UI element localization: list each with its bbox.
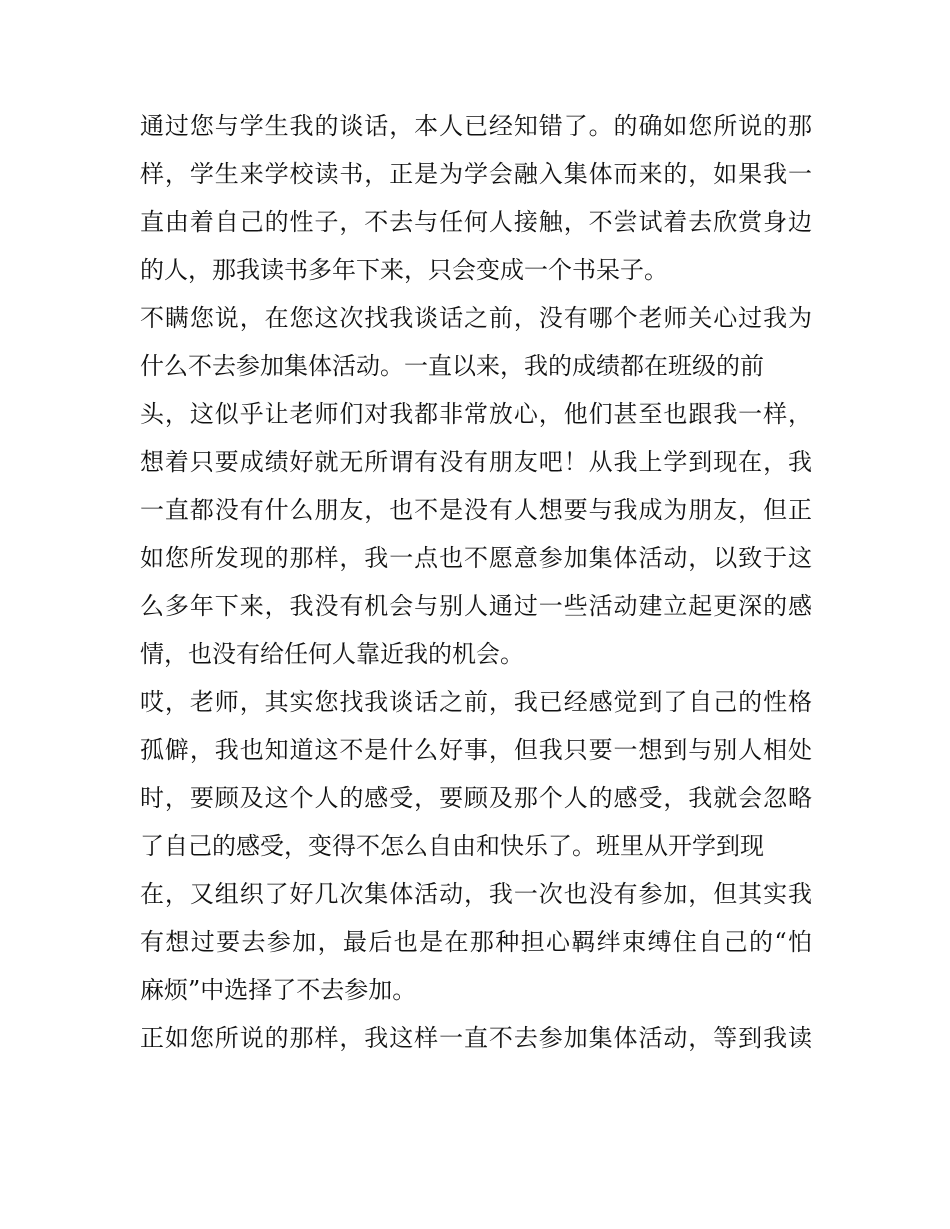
text-line: 头，这似乎让老师们对我都非常放心，他们甚至也跟我一样， — [140, 400, 812, 428]
text-line: 情，也没有给任何人靠近我的机会。 — [140, 640, 524, 668]
text-line: 哎，老师，其实您找我谈话之前，我已经感觉到了自己的性格 — [140, 688, 812, 716]
text-line: 不瞒您说，在您这次找我谈话之前，没有哪个老师关心过我为 — [140, 304, 812, 332]
text-line: 在，又组织了好几次集体活动，我一次也没有参加，但其实我 — [140, 880, 812, 908]
text-line: 如您所发现的那样，我一点也不愿意参加集体活动，以致于这 — [140, 544, 812, 572]
text-line: 麻烦”中选择了不去参加。 — [140, 976, 417, 1004]
text-line: 么多年下来，我没有机会与别人通过一些活动建立起更深的感 — [140, 592, 812, 620]
text-line: 正如您所说的那样，我这样一直不去参加集体活动，等到我读 — [140, 1024, 812, 1052]
text-line: 孤僻，我也知道这不是什么好事，但我只要一想到与别人相处 — [140, 736, 812, 764]
text-line: 时，要顾及这个人的感受，要顾及那个人的感受，我就会忽略 — [140, 784, 812, 812]
text-line: 有想过要去参加，最后也是在那种担心羁绊束缚住自己的“怕 — [140, 928, 812, 956]
text-line: 什么不去参加集体活动。一直以来，我的成绩都在班级的前 — [140, 352, 764, 380]
text-line: 样，学生来学校读书，正是为学会融入集体而来的，如果我一 — [140, 160, 812, 188]
text-line: 想着只要成绩好就无所谓有没有朋友吧！从我上学到现在，我 — [140, 448, 812, 476]
text-line: 的人，那我读书多年下来，只会变成一个书呆子。 — [140, 256, 668, 284]
text-line: 通过您与学生我的谈话，本人已经知错了。的确如您所说的那 — [140, 112, 812, 140]
text-line: 直由着自己的性子，不去与任何人接触，不尝试着去欣赏身边 — [140, 208, 812, 236]
text-line: 一直都没有什么朋友，也不是没有人想要与我成为朋友，但正 — [140, 496, 812, 524]
text-line: 了自己的感受，变得不怎么自由和快乐了。班里从开学到现 — [140, 832, 764, 860]
document-body — [140, 102, 812, 1062]
